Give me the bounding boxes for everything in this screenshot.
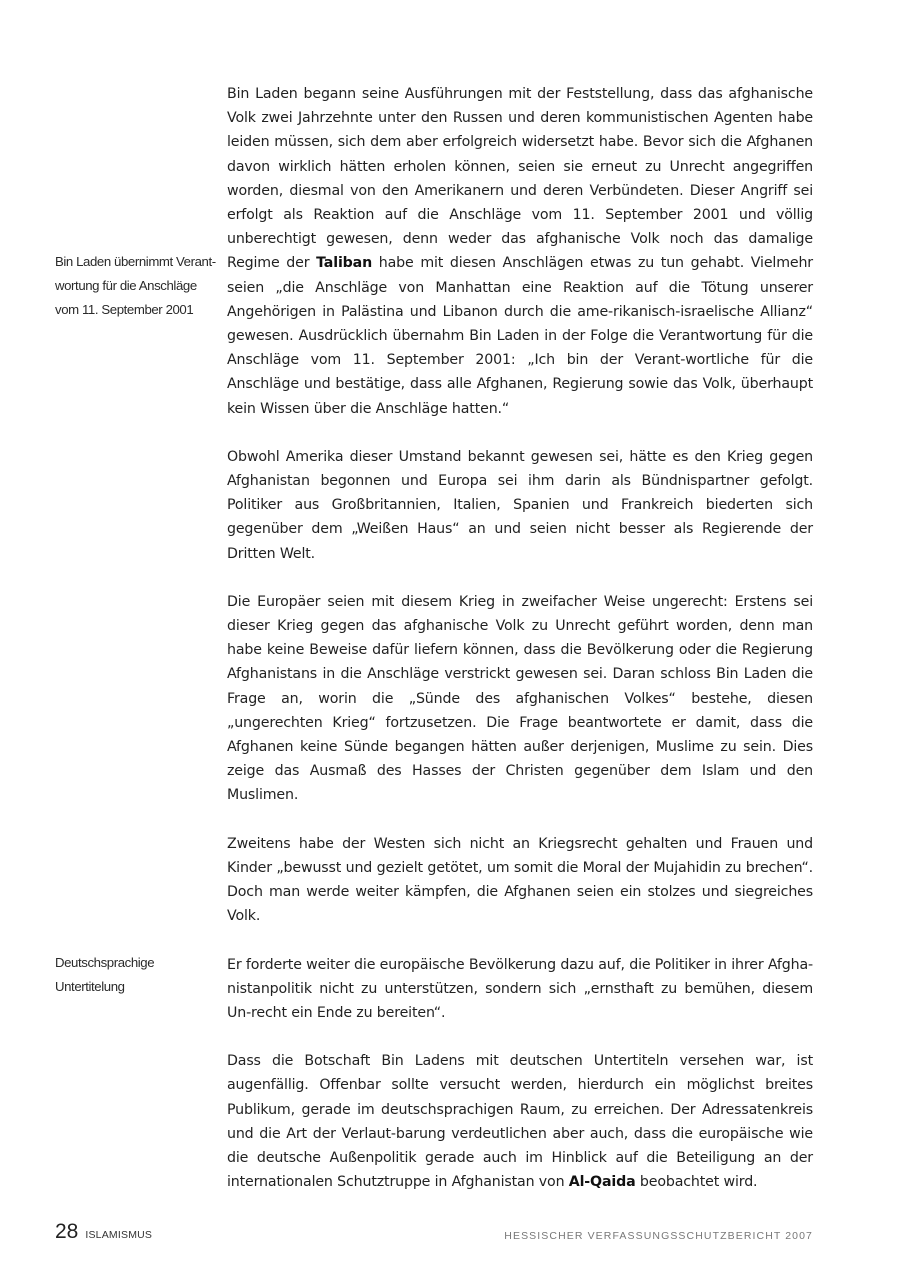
margin-note-bin-laden-responsibility <box>55 250 220 322</box>
paragraph <box>227 590 813 808</box>
text-segment: Zweitens habe der Westen sich nicht an Kriegsrecht gehalten und Frauen und Kinder „bewusst und gezielt getötet, um somit die Moral der Mujahidin zu brechen“. Doch man werde weiter kämpfen, die Afghanen seien ein stolzes und siegreiches Volk. <box>227 835 813 925</box>
text-segment: Er forderte weiter die europäische Bevölkerung dazu auf, die Politiker in ihrer Afgha-nistanpolitik nicht zu unterstützen, sondern sich „ernsthaft zu bemühen, diesem Un-recht ein Ende zu bereiten“. <box>227 956 813 1021</box>
text-segment: beobachtet wird. <box>635 1174 758 1191</box>
page-number: 28 <box>55 1220 79 1243</box>
margin-note-line: Deutschsprachige <box>55 955 155 970</box>
text-segment: Bin Laden begann seine Ausführungen mit der Feststellung, dass das afghanische Volk zwei Jahrzehnte unter den Russen und deren kommunistischen Agenten habe leiden müssen, sich dem aber erfolgreich widersetzt habe. Bevor sich die Afghanen davon wirklich hätten erholen können, seien sie erneut zu Unrecht angegriffen worden, diesmal von den Amerikanern und deren Verbündeten. Dieser Angriff sei erfolgt als Reaktion auf die Anschläge vom 11. September 2001 und völlig unberechtigt gewesen, denn weder das afghanische Volk noch das damalige Regime der <box>227 86 813 272</box>
paragraph <box>227 445 813 566</box>
paragraph <box>227 953 813 1026</box>
body-text-column <box>227 82 813 1218</box>
bold-term-taliban: Taliban <box>316 255 373 272</box>
margin-note-german-subtitles <box>55 951 220 999</box>
footer-left <box>55 1220 152 1244</box>
paragraph <box>227 1049 813 1194</box>
section-label: ISLAMISMUS <box>85 1229 153 1241</box>
text-segment: Dass die Botschaft Bin Ladens mit deutschen Untertiteln versehen war, ist augenfällig. Offenbar sollte versucht werden, hierdurch ein möglichst breites Publikum, gerade im deutschsprachigen Raum, zu erreichen. Der Adressatenkreis und die Art der Verlaut-barung verdeutlichen aber auch, dass die europäische wie die deutsche Außenpolitik gerade auch im Hinblick auf die Beteiligung an der internationalen Schutztruppe in Afghanistan von <box>227 1053 813 1191</box>
bold-term-al-qaida: Al-Qaida <box>568 1174 636 1191</box>
margin-note-line: vom 11. September 2001 <box>55 302 194 317</box>
margin-note-line: Untertitelung <box>55 979 125 994</box>
margin-note-line: wortung für die Anschläge <box>55 278 197 293</box>
margin-note-line: Bin Laden übernimmt Verant- <box>55 254 216 269</box>
text-segment: habe mit diesen Anschlägen etwas zu tun gehabt. Vielmehr seien „die Anschläge von Manhattan eine Reaktion auf die Tötung unserer Angehörigen in Palästina und Libanon durch die ame-rikanisch-israelische Allianz“ gewesen. Ausdrücklich übernahm Bin Laden in der Folge die Verantwortung für die Anschläge vom 11. September 2001: „Ich bin der Verant-wortliche für die Anschläge und bestätige, dass alle Afghanen, Regierung sowie das Volk, überhaupt kein Wissen über die Anschläge hatten.“ <box>227 255 813 417</box>
text-segment: Die Europäer seien mit diesem Krieg in zweifacher Weise ungerecht: Erstens sei dieser Krieg gegen das afghanische Volk zu Unrecht geführt worden, denn man habe keine Beweise dafür liefern können, dass die Bevölkerung oder die Regierung Afghanistans in die Anschläge verstrickt gewesen sei. Daran schloss Bin Laden die Frage an, worin die „Sünde des afghanischen Volkes“ bestehe, diesen „ungerechten Krieg“ fortzusetzen. Die Frage beantwortete er damit, dass die Afghanen keine Sünde begangen hätten außer derjenigen, Muslime zu sein. Dies zeige das Ausmaß des Hasses der Christen gegenüber dem Islam und den Muslimen. <box>227 593 813 804</box>
paragraph <box>227 832 813 929</box>
paragraph <box>227 82 813 421</box>
text-segment: Obwohl Amerika dieser Umstand bekannt gewesen sei, hätte es den Krieg gegen Afghanistan begonnen und Europa sei ihm darin als Bündnispartner gefolgt. Politiker aus Großbritannien, Italien, Spanien und Frankreich biederten sich gegenüber dem „Weißen Haus“ an und seien nicht besser als Regierende der Dritten Welt. <box>227 448 813 562</box>
publication-title: HESSISCHER VERFASSUNGSSCHUTZBERICHT 2007 <box>504 1230 813 1242</box>
